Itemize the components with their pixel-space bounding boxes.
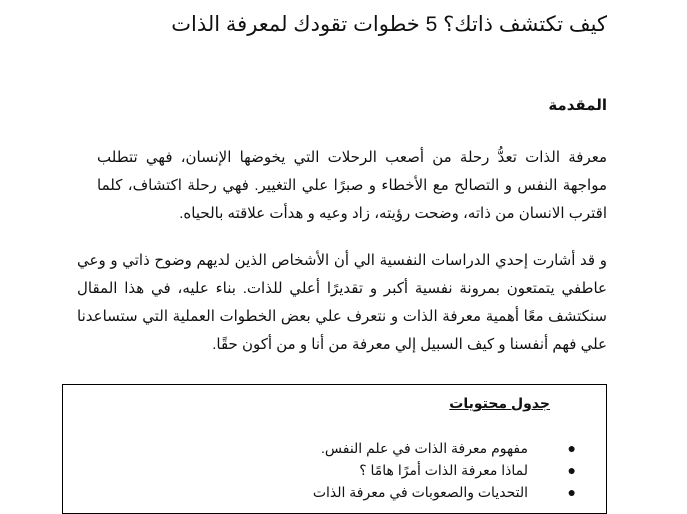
toc-item[interactable] <box>313 481 576 503</box>
toc-item[interactable] <box>313 459 576 481</box>
toc-item-label: التحديات والصعوبات في معرفة الذات <box>312 484 528 500</box>
toc-title: جدول محتويات <box>449 395 550 411</box>
bullet-icon: ● <box>567 440 576 456</box>
bullet-icon: ● <box>567 462 576 478</box>
document-title: كيف تكتشف ذاتك؟ 5 خطوات تقودك لمعرفة الذات <box>171 13 607 36</box>
toc-item[interactable] <box>313 437 576 459</box>
table-of-contents-box <box>62 384 607 514</box>
intro-heading: المقدمة <box>548 97 607 114</box>
toc-item-label: لماذا معرفة الذات أمرًا هامًا ؟ <box>359 462 528 478</box>
intro-paragraph-2: و قد أشارت إحدي الدراسات النفسية الي أن الأشخاص الذين لديهم وضوح ذاتي و وعي عاطفي يتمتعون بمرونة نفسية أكبر و تقديرًا أعلي للذات. بناء عليه، في هذا المقال سنكتشف معًا أهمية معرفة الذات و نتعرف علي بعض الخطوات العملية التي ستساعدنا علي فهم أنفسنا و كيف السبيل إلي معرفة من أنا و من أكون حقًا. <box>77 252 607 353</box>
toc-list <box>313 437 576 503</box>
bullet-icon: ● <box>567 484 576 500</box>
toc-item-label: مفهوم معرفة الذات في علم النفس. <box>321 440 528 456</box>
intro-paragraph-1: معرفة الذات تعدُّ رحلة من أصعب الرحلات التي يخوضها الإنسان، فهي تتطلب مواجهة النفس و التصالح مع الأخطاء و صبرًا علي التغيير. فهي رحلة اكتشاف، كلما اقترب الانسان من ذاته، وضحت رؤيته، زاد وعيه و هدأت علاقته بالحياه. <box>97 149 607 222</box>
